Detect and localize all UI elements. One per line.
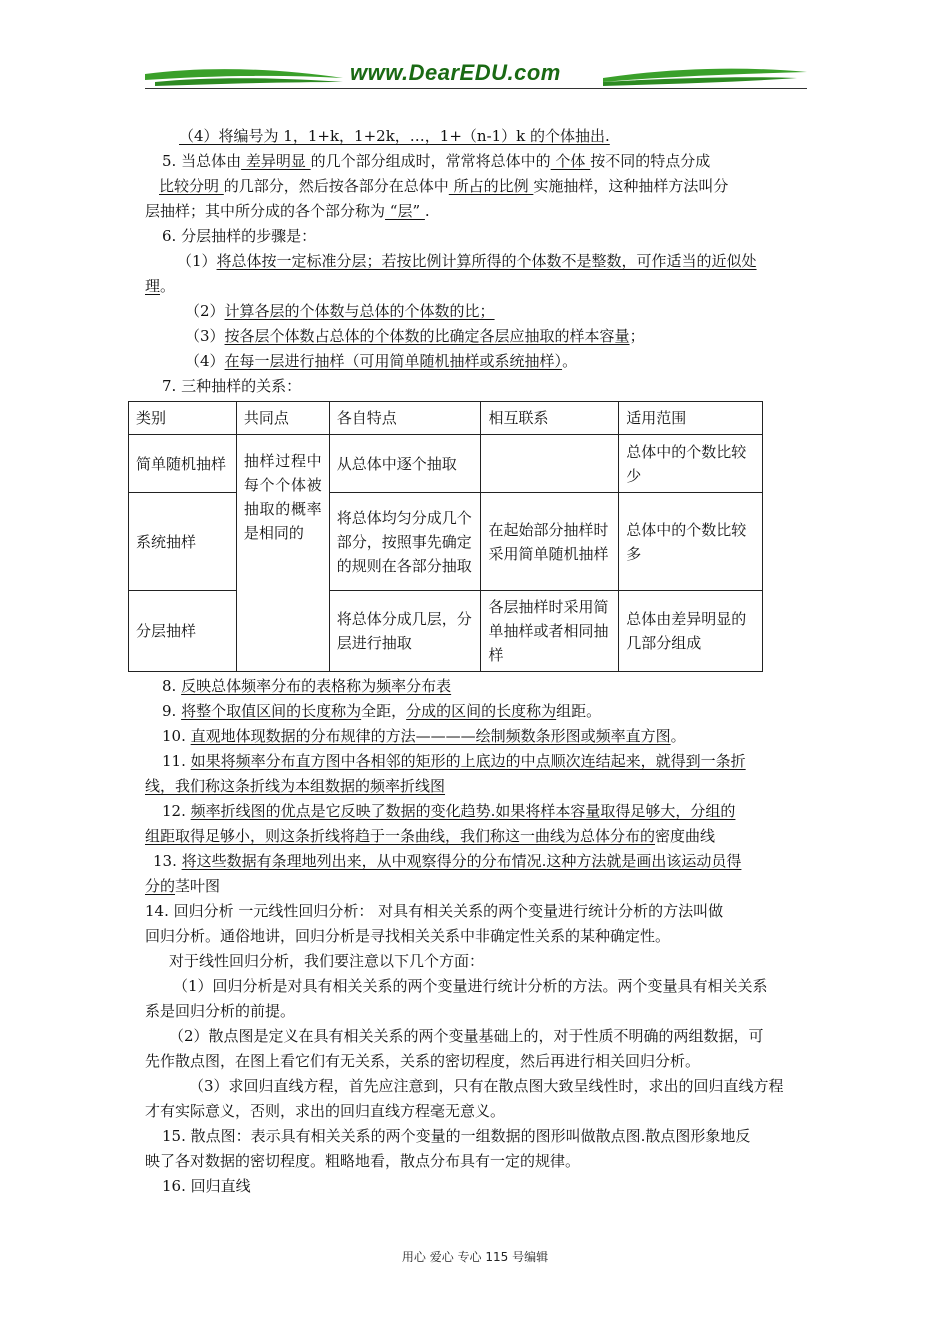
text-line: 16. 回归直线 — [162, 1177, 251, 1195]
text-line: （1）回归分析是对具有相关关系的两个变量进行统计分析的方法。两个变量具有相关关系 — [173, 977, 768, 995]
text-line: （4）将编号为 1，1+k，1+2k，…，1+（n-1）k 的个体抽出. — [179, 127, 610, 145]
left-wing-decoration — [145, 64, 345, 88]
table-header-cell: 相互联系 — [481, 402, 619, 435]
text-line: 理。 — [145, 277, 176, 295]
table-cell: 各层抽样时采用简单抽样或者相同抽样 — [481, 591, 619, 672]
page-footer: 用心 爱心 专心 115 号编辑 — [401, 1250, 549, 1264]
text-line: 线，我们称这条折线为本组数据的频率折线图 — [145, 777, 446, 795]
table-header-cell: 适用范围 — [619, 402, 763, 435]
text-line: （2）计算各层的个体数与总体的个体数的比； — [185, 302, 495, 320]
table-cell: 将总体均匀分成几个部分，按照事先确定的规则在各部分抽取 — [329, 493, 481, 591]
table-cell: 系统抽样 — [129, 493, 237, 591]
table-header-row — [129, 402, 763, 435]
text-line: 回归分析。通俗地讲，回归分析是寻找相关关系中非确定性关系的某种确定性。 — [145, 927, 671, 945]
page-header — [145, 58, 807, 92]
text-line: 14. 回归分析 一元线性回归分析： 对具有相关关系的两个变量进行统计分析的方法叫做 — [145, 902, 724, 920]
text-line: 组距取得足够小，则这条折线将趋于一条曲线，我们称这一曲线为总体分布的密度曲线 — [145, 827, 716, 845]
document-body — [136, 124, 807, 1199]
sampling-comparison-table — [128, 401, 763, 672]
text-line: 5. 当总体由 差异明显 的几个部分组成时，常常将总体中的 个体 按不同的特点分成 — [162, 152, 711, 170]
text-line: 才有实际意义，否则，求出的回归直线方程毫无意义。 — [145, 1102, 506, 1120]
table-cell: 分层抽样 — [129, 591, 237, 672]
text-line: （4）在每一层进行抽样（可用简单随机抽样或系统抽样）。 — [185, 352, 578, 370]
text-line: 15. 散点图：表示具有相关关系的两个变量的一组数据的图形叫做散点图.散点图形象地反 — [162, 1127, 751, 1145]
table-cell: 将总体分成几层，分层进行抽取 — [329, 591, 481, 672]
text-line: 比较分明 的几部分，然后按各部分在总体中 所占的比例 实施抽样，这种抽样方法叫分 — [159, 177, 729, 195]
table-cell: 总体中的个数比较少 — [619, 435, 763, 493]
text-line: 10. 直观地体现数据的分布规律的方法————绘制频数条形图或频率直方图。 — [162, 727, 686, 745]
table-cell: 简单随机抽样 — [129, 435, 237, 493]
text-line: 先作散点图，在图上看它们有无关系，关系的密切程度，然后再进行相关回归分析。 — [145, 1052, 701, 1070]
table-row — [129, 591, 763, 672]
table-cell-common: 抽样过程中每个个体被抽取的概率是相同的 — [236, 435, 329, 672]
table-header-cell: 各自特点 — [329, 402, 481, 435]
table-cell: 总体中的个数比较多 — [619, 493, 763, 591]
text-line: 6. 分层抽样的步骤是： — [162, 227, 317, 245]
text-line: （2）散点图是定义在具有相关关系的两个变量基础上的，对于性质不明确的两组数据，可 — [169, 1027, 764, 1045]
text-line: 系是回归分析的前提。 — [145, 1002, 296, 1020]
table-row — [129, 435, 763, 493]
text-line: （1）将总体按一定标准分层；若按比例计算所得的个体数不是整数，可作适当的近似处 — [177, 252, 757, 270]
site-logo: www.DearEDU.com — [350, 60, 561, 85]
table-row — [129, 493, 763, 591]
right-wing-decoration — [601, 64, 807, 88]
table-cell — [481, 435, 619, 493]
header-rule — [145, 88, 807, 89]
text-line: （3）按各层个体数占总体的个体数的比确定各层应抽取的样本容量； — [185, 327, 645, 345]
text-line: 层抽样；其中所分成的各个部分称为 “层” . — [145, 202, 430, 220]
table-header-cell: 类别 — [129, 402, 237, 435]
text-line: 分的茎叶图 — [145, 877, 221, 895]
text-line: （3）求回归直线方程，首先应注意到，只有在散点图大致呈线性时，求出的回归直线方程 — [189, 1077, 784, 1095]
text-line: 13. 将这些数据有条理地列出来，从中观察得分的分布情况.这种方法就是画出该运动员得 — [153, 852, 742, 870]
text-line: 映了各对数据的密切程度。粗略地看，散点分布具有一定的规律。 — [145, 1152, 581, 1170]
table-cell: 总体由差异明显的几部分组成 — [619, 591, 763, 672]
text-line: 11. 如果将频率分布直方图中各相邻的矩形的上底边的中点顺次连结起来，就得到一条折 — [162, 752, 746, 770]
text-line: 对于线性回归分析，我们要注意以下几个方面： — [169, 952, 485, 970]
table-header-cell: 共同点 — [236, 402, 329, 435]
text-line: 7. 三种抽样的关系： — [162, 377, 302, 395]
table-cell: 在起始部分抽样时采用简单随机抽样 — [481, 493, 619, 591]
table-cell: 从总体中逐个抽取 — [329, 435, 481, 493]
text-line: 12. 频率折线图的优点是它反映了数据的变化趋势.如果将样本容量取得足够大，分组的 — [162, 802, 736, 820]
text-line: 8. 反映总体频率分布的表格称为频率分布表 — [162, 677, 452, 695]
text-line: 9. 将整个取值区间的长度称为全距，分成的区间的长度称为组距。 — [162, 702, 602, 720]
